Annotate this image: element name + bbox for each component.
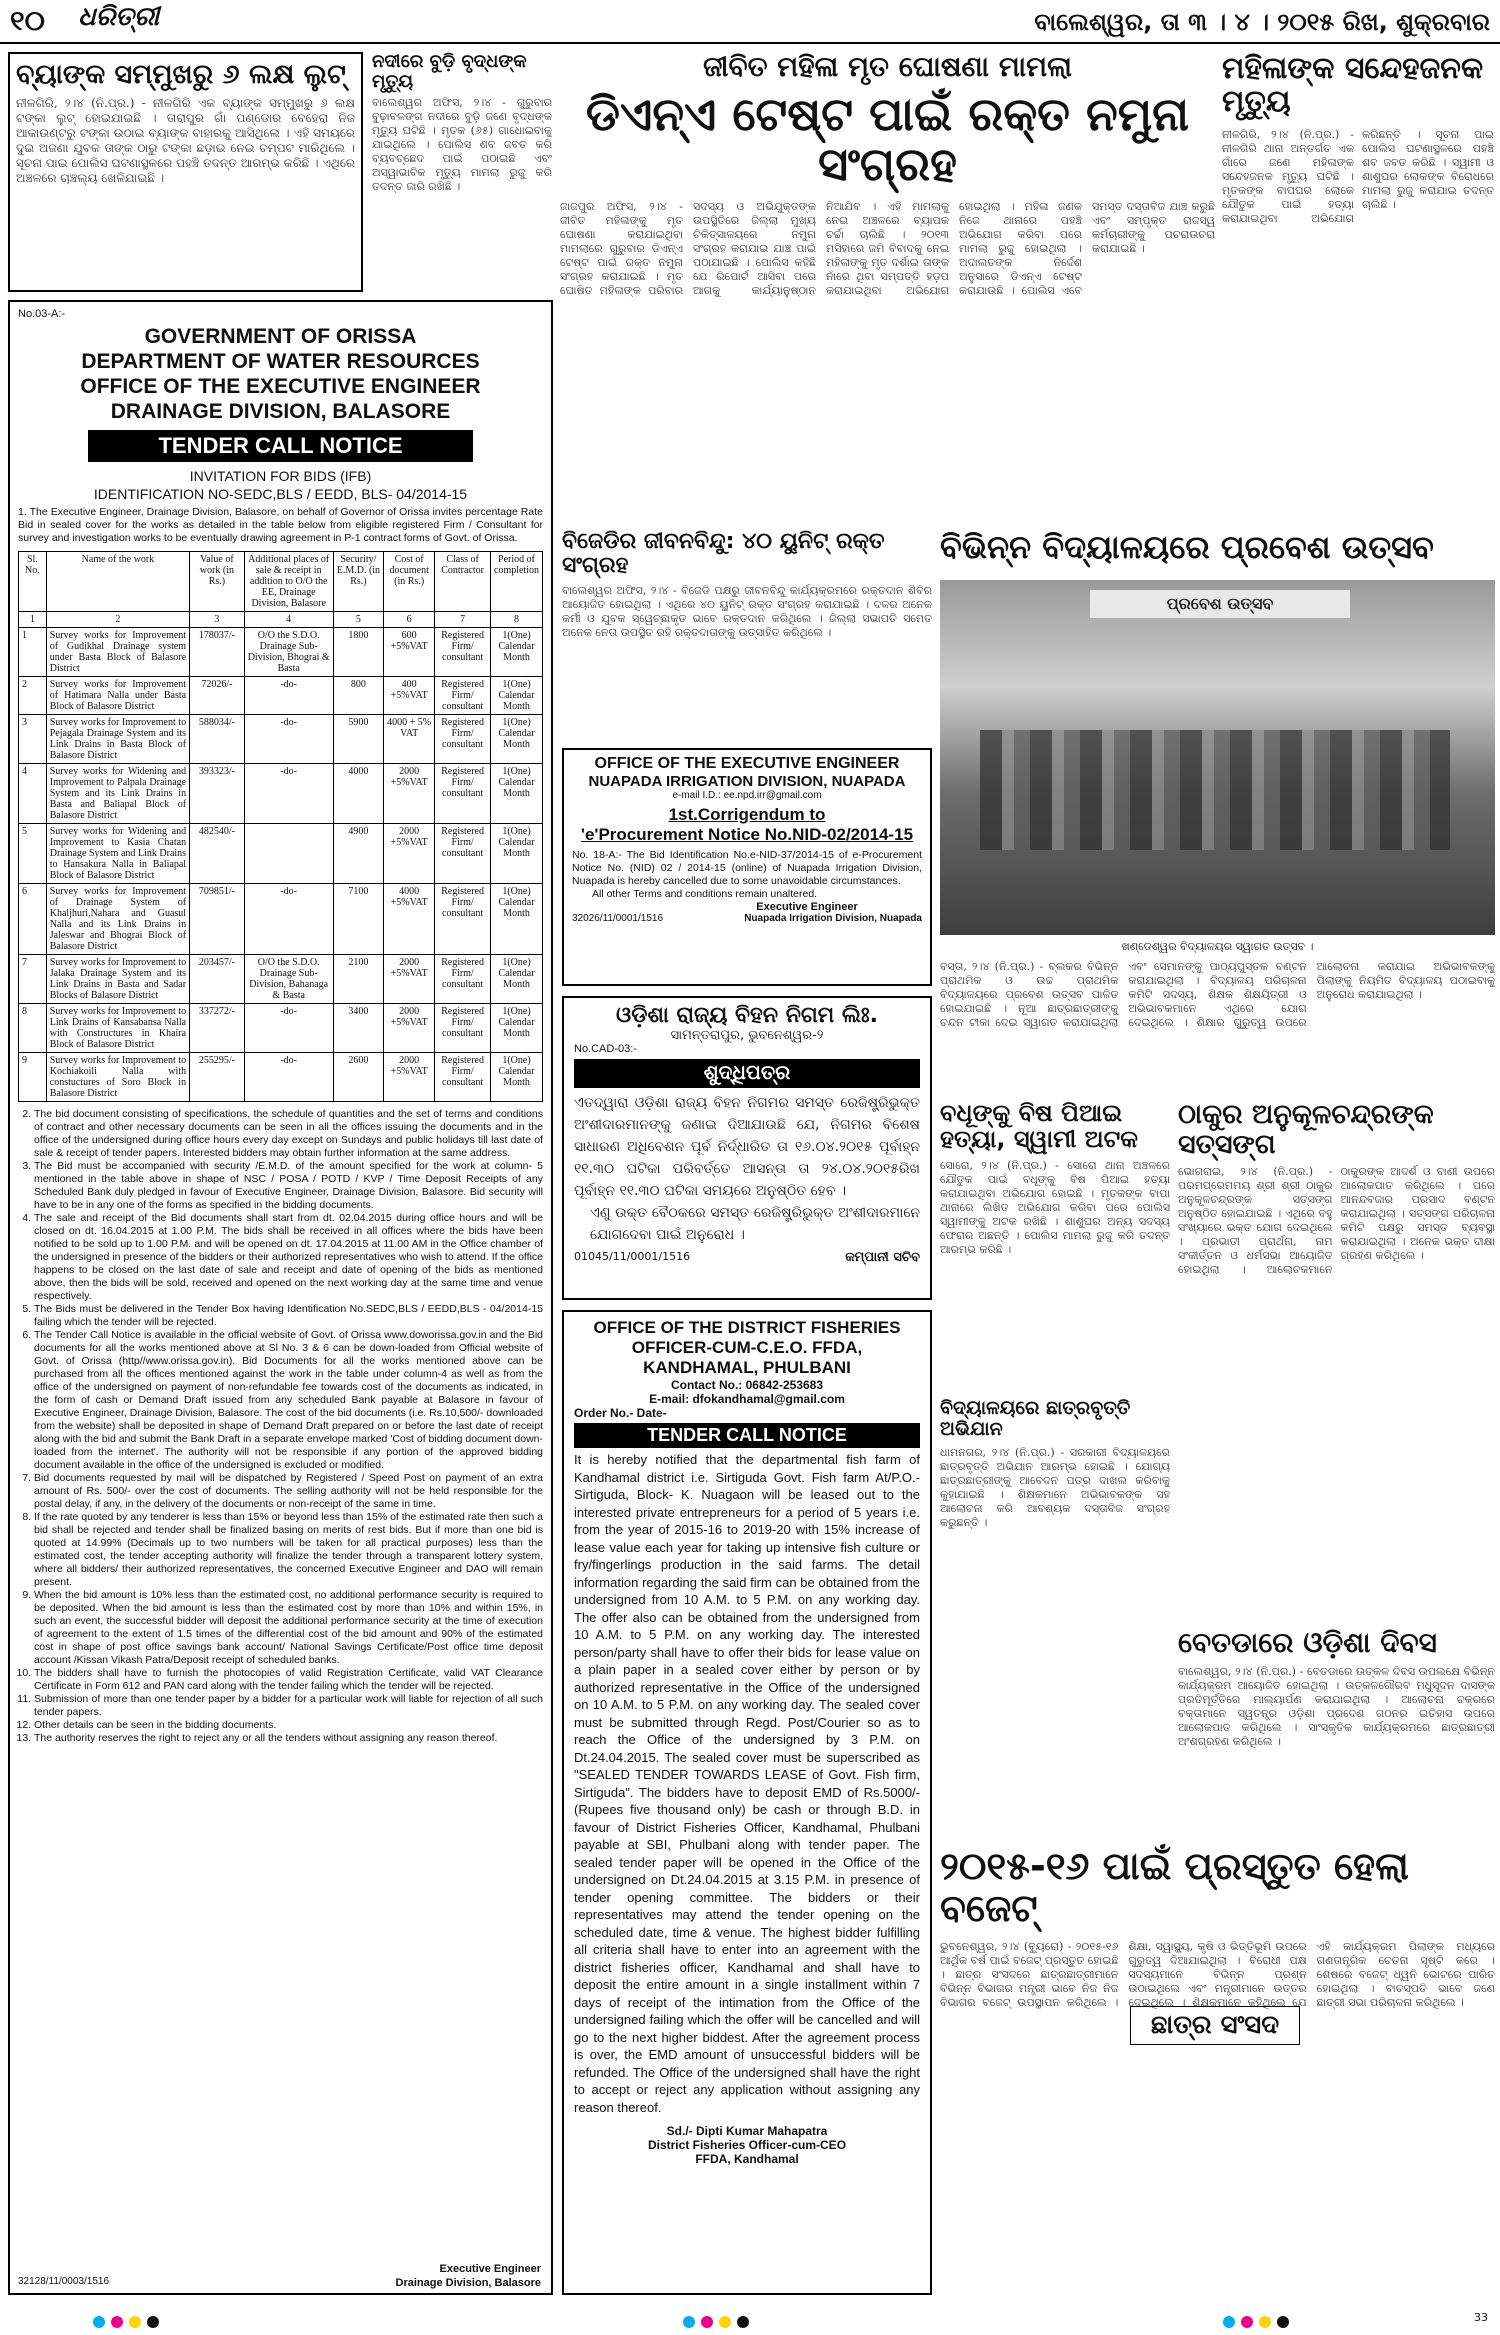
table-cell: 400 +5%VAT [384,677,435,715]
table-row [19,884,543,955]
signatory-office: FFDA, Kandhamal [695,2152,799,2166]
table-cell: 8 [19,1004,47,1053]
story-bjd-blood [562,530,932,740]
table-cell: 1(One) Calendar Month [491,715,543,764]
signatory-title: District Fisheries Officer-cum-CEO [647,2138,847,2152]
term-item: 12. Other details can be seen in the bidding documents. [34,1719,543,1732]
column-number: 1 [19,612,47,628]
table-cell: 203457/- [190,955,245,1004]
order-no: Order No.- Date- [574,1406,667,1420]
table-cell: Registered Firm/ consultant [435,628,491,677]
column-number: 8 [491,612,543,628]
term-item: 2. The bid document consisting of specifications, the schedule of quantities and the set of terms and conditions of contract and other necessary documents can be seen in all the offices issuing the documents and in the office of the undersigned during office hours every day except on Sundays and public holidays till last date of sale & receipt of tender papers. Interested bidders may obtain further information at the same address. [34,1108,543,1160]
table-row [19,1004,543,1053]
table-row [19,628,543,677]
table-cell: 4 [19,764,47,824]
table-row [19,824,543,884]
term-item: 11. Submission of more than one tender paper by a bidder for a particular work will liable for rejection of all such tender papers. [34,1693,543,1719]
invitation: INVITATION FOR BIDS (IFB) [189,468,372,484]
story-body: ଭୋଗରାଇ, ୨।୪ (ନି.ପ୍ର.) - ପରମପ୍ରେମମୟ ଶ୍ରୀ ଶ୍ରୀ ଠାକୁର ଅନୁକୂଳଚନ୍ଦ୍ରଙ୍କ ସତ୍ସଙ୍ଗ ଅନୁଷ୍ଠିତ ହୋଇଯାଇଛି । ଏଥିରେ ବହୁ ସଂଖ୍ୟାରେ ଭକ୍ତ ଯୋଗ ଦେଇଥିଲେ । ପ୍ରଭାତୀ ପ୍ରାର୍ଥନା, ନାମ ସଂକୀର୍ତ୍ତନ ଓ ଧର୍ମସଭା ଆୟୋଜିତ ହୋଇଥିଲା । ଆଲୋଚକମାନେ ଠାକୁରଙ୍କ ଆଦର୍ଶ ଓ ବାଣୀ ଉପରେ ଆଲୋକପାତ କରିଥିଲେ । ପରେ ଆନନ୍ଦବଜାର ପ୍ରସାଦ ବଣ୍ଟନ କରାଯାଇଥିଲା । ସତ୍ସଙ୍ଗ ପରିଚାଳନା କମିଟି ପକ୍ଷରୁ ସମସ୍ତ ବ୍ୟବସ୍ଥା କରାଯାଇଥିଲା । ଅନେକ ଭକ୍ତ ଦୀକ୍ଷା ଗ୍ରହଣ କରିଥିଲେ । [1178,1165,1495,1277]
photo-banner: ପ୍ରବେଶ ଉତ୍ସବ [1090,590,1350,618]
table-cell: O/O the S.D.O. Drainage Sub- Division, Bahanaga & Basta [244,955,333,1004]
black-dot [147,2316,159,2328]
corrigendum-title: 1st.Corrigendum to [668,805,826,824]
table-cell: 600 +5%VAT [384,628,435,677]
table-cell: 482540/- [190,824,245,884]
table-cell: 4900 [333,824,383,884]
story-thakur-satsang [1178,1100,1495,1620]
column-number: 4 [244,612,333,628]
table-cell: Survey works for Improvement to Kochiakoili Nalla with constuctures of Soro Block in Balasore District [46,1053,189,1102]
column-number: 7 [435,612,491,628]
table-cell: 1(One) Calendar Month [491,1004,543,1053]
identification: IDENTIFICATION NO-SEDC,BLS / EEDD, BLS- 04/2014-15 [93,486,468,502]
table-cell: 9 [19,1053,47,1102]
table-cell: O/O the S.D.O. Drainage Sub- Division, Bhograi & Basta [244,628,333,677]
org-address: ସାମନ୍ତରାପୁର, ଭୁବନେଶ୍ୱର-୨ [670,1028,824,1044]
term-item: 4. The sale and receipt of the Bid documents shall start from dt. 02.04.2015 during office hours and will be closed on dt. 16.04.2015 at 1.00 P.M. The bids shall be received in all offices where the bids have been notified to be sold up to 1.00 P.M. and will be opened on dt. 17.04.2015 at 11.00 AM in the Office chamber of the undersigned in presence of the bidders or their authorized representatives who wish to attend. If the office happens to be closed on the last date of sale and receipt and date of opening of the bids as mentioned above, then the bids will be sold, received and opened on the next working day at the same time and venue respectively. [34,1212,543,1303]
org-name: ଓଡ଼ିଶା ରାଜ୍ୟ ବିହନ ନିଗମ ଲିଃ. [616,1003,878,1028]
headline: ବିଦ୍ୟାଳୟରେ ଛାତ୍ରବୃତ୍ତି ଅଭିଯାନ [940,1397,1131,1440]
notice-footer [574,1250,920,1265]
headline: ବଧୂଙ୍କୁ ବିଷ ପିଆଇ ହତ୍ୟା, ସ୍ୱାମୀ ଅଟକ [940,1099,1138,1154]
headline: ବ୍ୟାଙ୍କ ସମ୍ମୁଖରୁ ୬ ଲକ୍ଷ ଲୁଟ୍ [16,59,346,90]
cyan-dot [1223,2316,1235,2328]
notice-body2: All other Terms and conditions remain unaltered. [592,888,818,900]
tender-table [18,551,543,1102]
table-cell: Survey works for Improvement to Jalaka Drainage System and its Link Drains in Basta and Sadar Blocks of Balasore District [46,955,189,1004]
notice-body: It is hereby notified that the departmental fish farm of Kandhamal district i.e. Sirtiguda Govt. Fish farm At/P.O.- Sirtiguda, Block- K. Nuagaon will be leased out to the interested private entrepreneurs for a period of 5 years i.e. from the year of 2015-16 to 2019-20 with 15% increase of lease value each year for taking up intensive fish culture or fry/fingerlings production in the said farms. The detail information regarding the said firm can be obtained from the undersigned from 10 A.M. to 5 P.M. on any working day. The offer also can be obtained from the undersigned from 10 A.M. to 5 P.M. on any working day. The interested person/party shall have to offer their bids for lease value on a plain paper in a sealed cover either by person or by authorized representative in the Office of the undersigned on 10 A.M. to 5 P.M. on any working day. The sealed cover must be submitted through Regd. Post/Courier so as to reach the Office of the undersigned by 3 P.M. on Dt.24.04.2015. The sealed cover must be superscribed as "SEALED TENDER TOWARDS LEASE of Govt. Fish firm, Sirtiguda". The bidders have to deposit EMD of Rs.5000/- (Rupees five thousand only) be cash or through B.D. in favour of District Fisheries Officer, Kandhamal, Phulbani payable at SBI, Phulbani along with tender paper. The sealed tender paper will be opened in the Office of the undersigned on Dt.24.04.2015 at 3.15 P.M. in presence of tender opening committee. The bidders or their representatives may attend the tender opening on the scheduled date, time & venue. The highest bidder fulfilling all criteria shall have to enter into an agreement with the district fisheries officer, Kandhamal and shall have to deposit the entire amount in a single installment within 7 days of receipt of the intimation from the Office of the undersigned failing which the offer will be cancelled and will go to the next higher biddest. After the agreement process is over, the EMD amount of unsuccessful bidders will be refunded. The Office of the undersigned shall have the right to accept or reject any application without assigning any reason thereof. [574,1452,920,2115]
table-cell: 2000 +5%VAT [384,955,435,1004]
table-cell: 1(One) Calendar Month [491,677,543,715]
story-bank-loot [8,52,363,292]
notice-nuapada-corrigendum [562,748,932,986]
table-row [19,764,543,824]
table-cell: 5900 [333,715,383,764]
photo-caption: ଖଣ୍ଡେଶ୍ୱର ବିଦ୍ୟାଳୟର ସ୍ୱାଗତ ଉତ୍ସବ । [1121,940,1314,953]
table-cell: 1(One) Calendar Month [491,628,543,677]
tender-header [18,324,543,424]
story-body: ବସ୍ତା, ୨।୪ (ନି.ପ୍ର.) - ବ୍ଲକର ବିଭିନ୍ନ ପ୍ରାଥମିକ ଓ ଉଚ୍ଚ ପ୍ରାଥମିକ ବିଦ୍ୟାଳୟରେ ପ୍ରବେଶ ଉତ୍ସବ ପାଳିତ ହୋଇଯାଇଛି । ନୂଆ ଛାତ୍ରଛାତ୍ରୀଙ୍କୁ ଚନ୍ଦନ ଟୀକା ଦେଇ ସ୍ୱାଗତ କରାଯାଇଥିଲା ଏବଂ ସେମାନଙ୍କୁ ପାଠ୍ୟପୁସ୍ତକ ବଣ୍ଟନ କରାଯାଇଥିଲା । ବିଦ୍ୟାଳୟ ପରିଚାଳନା କମିଟି ସଦସ୍ୟ, ଶିକ୍ଷକ ଶିକ୍ଷୟିତ୍ରୀ ଓ ଅଭିଭାବକମାନେ ଏଥିରେ ଯୋଗ ଦେଇଥିଲେ । ଶିକ୍ଷାର ଗୁରୁତ୍ୱ ଉପରେ ଆଲୋଚନା କରାଯାଇ ଅଭିଭାବକଙ୍କୁ ପିଲାଙ୍କୁ ନିୟମିତ ବିଦ୍ୟାଳୟ ପଠାଇବାକୁ ଅନୁରୋଧ କରାଯାଇଥିଲା । [940,960,1495,1029]
yellow-dot [719,2316,731,2328]
table-cell: Survey works for Improvement of Drainage System of Khaljhuri,Nahara and Guasul Nalla and its Link Drains in Jaleswar and Bhograi Block of Balasore District [46,884,189,955]
notice-no: 'e'Procurement Notice No.NID-02/2014-15 [580,825,914,844]
story-body: ନୀଳଗିରି, ୨।୪ (ନି.ପ୍ର.) - ନୀଳଗିରି ଏକ ବ୍ୟାଙ୍କ ସମ୍ମୁଖରୁ ୬ ଲକ୍ଷ ଟଙ୍କା ଲୁଟ୍ ହୋଇଯାଇଛି । ତାରାପୁର ଗାଁ ପଣ୍ଡୋର ବେହେରା ନିଜ ଆକାଉଣ୍ଟରୁ ଟଙ୍କା ଉଠାଇ ବ୍ୟାଙ୍କ ବାହାରକୁ ଆସିଥିଲେ । ଏହି ସମୟରେ ଦୁଇ ଅଜଣା ଯୁବକ ତାଙ୍କ ଠାରୁ ଟଙ୍କା ଛଡ଼ାଇ ନେଇ ଚମ୍ପଟ ମାରିଥିଲେ । ସୂଚନା ପାଇ ପୋଲିସ ଘଟଣାସ୍ଥଳରେ ପହଞ୍ଚି ତଦନ୍ତ ଆରମ୍ଭ କରିଛି । ଏଥିରେ ଅଞ୍ଚଳରେ ଚାଞ୍ଚଲ୍ୟ ଖେଳିଯାଇଛି । [16,95,355,185]
term-item: 6. The Tender Call Notice is available in the official website of Govt. of Orissa www.doworissa.gov.in and the Bid documents for all the works mentioned above at Sl No. 3 & 6 can be down-loaded from Official website of Govt. of Orissa (http//www.orissa.gov.in). Bid Documents for all the works mentioned above can be purchased from all the offices mentioned against the work in the table under column-4 as well as from the office of the undersigned on payment of non-refundable fee towards cost of the documents as indicated, in the form of cash or Demand Draft issued from any scheduled Bank payable at Balasore in favour of Executive Engineer, Drainage Division, Balasore. The cost of the bid documents (i.e. Rs.10,500/- downloaded from the website) shall be deposited in shape of Demand Draft prepared on or before the last date of receipt along with the bid and submit the Bank Draft in a separate envelope marked 'Cost of bidding document down-loaded from the internet'. The authority will not be responsible if any portion of the approved bidding document available in the office of the undersigned is excluded or modified. [34,1329,543,1472]
table-cell: Registered Firm/ consultant [435,715,491,764]
table-cell: 4000 +5%VAT [384,884,435,955]
table-cell: Survey works for Widening and Improvement to Palpala Drainage System and its Link Drains in Basta and Baliapal Block of Balasore District [46,764,189,824]
table-cell: Registered Firm/ consultant [435,955,491,1004]
table-cell: 178037/- [190,628,245,677]
story-woman-death [1222,52,1494,522]
table-cell: 1(One) Calendar Month [491,824,543,884]
table-cell: Registered Firm/ consultant [435,764,491,824]
cyan-dot [683,2316,695,2328]
tender-fisheries-kandhamal [562,1310,932,2295]
table-row [19,1053,543,1102]
table-cell: -do- [244,715,333,764]
header-line: OFFICE OF THE EXECUTIVE ENGINEER [80,375,481,398]
tender-drainage-balasore [8,300,553,2295]
table-cell: Registered Firm/ consultant [435,677,491,715]
story-dna [560,52,1215,522]
header-line: DRAINAGE DIVISION, BALASORE [110,400,451,423]
table-cell: 2 [19,677,47,715]
office-name: OFFICE OF THE EXECUTIVE ENGINEER [594,755,900,772]
table-cell: Registered Firm/ consultant [435,1053,491,1102]
story-body: ବାଲେଶ୍ୱର ଅଫିସ, ୨।୪ - ଗୁରୁବାର ବୁଢ଼ାବଳଙ୍ଗ ନଦୀରେ ବୁଡ଼ି ଜଣେ ବୃଦ୍ଧଙ୍କ ମୃତ୍ୟୁ ଘଟିଛି । ମୃତକ (୬୫) ଗାଧୋଇବାକୁ ଯାଇଥିଲେ । ପୋଲିସ ଶବ ଜବତ କରି ବ୍ୟବଚ୍ଛେଦ ପାଇଁ ପଠାଇଛି ଏବଂ ଅସ୍ୱାଭାବିକ ମୃତ୍ୟୁ ମାମଲା ରୁଜୁ କରି ତଦନ୍ତ ଜାରି ରଖିଛି । [372,95,552,193]
notice-ref: No.CAD-03:- [574,1043,637,1056]
table-cell: 1(One) Calendar Month [491,764,543,824]
table-cell: -do- [244,677,333,715]
tender-table-body [19,628,543,1102]
table-row [19,677,543,715]
notice-body: No. 18-A:- The Bid Identification No.e-NID-37/2014-15 of e-Procurement Notice No. (NID) 02 / 2014-15 (online) of Nuapada Irrigation Division, Nuapada is hereby cancelled due to some unavoidable circumstances. [572,849,922,887]
story-school-festival [940,530,1495,1090]
table-cell: 2000 +5%VAT [384,824,435,884]
table-cell: Registered Firm/ consultant [435,1004,491,1053]
table-cell: 393323/- [190,764,245,824]
headline: ବିଭିନ୍ନ ବିଦ୍ୟାଳୟରେ ପ୍ରବେଶ ଉତ୍ସବ [940,528,1434,566]
ad-code: 32026/11/0001/1516 [572,913,664,924]
column-header: Name of the work [46,552,189,612]
tender-intro: 1. The Executive Engineer, Drainage Division, Balasore, on behalf of Governor of Orissa invites percentage Rate Bid in sealed cover for the works as detailed in the table below from eligible registered Firm / Consultant for survey and investigation works to be eventually drawing agreement in P-1 contract forms of Govt. of Orissa. [18,506,543,544]
headline: ଡିଏନ୍ଏ ଟେଷ୍ଟ ପାଇଁ ରକ୍ତ ନମୁନା ସଂଗ୍ରହ [585,86,1190,192]
story-body: ବାଲେଶ୍ୱର, ୨।୪ (ନି.ପ୍ର.) - ବେତଡାରେ ଉତ୍କଳ ଦିବସ ଉପଲକ୍ଷେ ବିଭିନ୍ନ କାର୍ଯ୍ୟକ୍ରମ ଆୟୋଜିତ ହୋଇଥିଲା । ଉତ୍କଳଗୌରବ ମଧୁସୂଦନ ଦାସଙ୍କ ପ୍ରତିମୂର୍ତ୍ତିରେ ମାଲ୍ୟାର୍ପଣ କରାଯାଇଥିଲା । ଆଲୋଚନା ଚକ୍ରରେ ବକ୍ତାମାନେ ସ୍ୱତନ୍ତ୍ର ଓଡ଼ିଶା ପ୍ରଦେଶ ଗଠନର ଇତିହାସ ଉପରେ ଆଲୋକପାତ କରିଥିଲେ । ସାଂସ୍କୃତିକ କାର୍ଯ୍ୟକ୍ରମରେ ଛାତ୍ରଛାତ୍ରୀ ଅଂଶଗ୍ରହଣ କରିଥିଲେ । [1178,1664,1495,1748]
table-cell: Survey works for Improvement to Link Drains of Kansabansa Nalla with Constructures in Khaira Block of Balasore District [46,1004,189,1053]
signatory-office: Nuapada Irrigation Division, Nuapada [744,913,922,924]
table-cell: 2000 +5%VAT [384,764,435,824]
table-cell: 1(One) Calendar Month [491,1053,543,1102]
term-item: 10. The bidders shall have to furnish the photocopies of valid Registration Certificate, valid VAT Clearance Certificate in Form 612 and PAN card along with the tender failing which the tender will be rejected. [34,1667,543,1693]
contact: Contact No.: 06842-253683 [670,1378,824,1392]
table-cell: 337272/- [190,1004,245,1053]
cmyk-marks [1220,2313,1292,2332]
headline: ୨୦୧୫-୧୬ ପାଇଁ ପ୍ରସ୍ତୁତ ହେଲା ବଜେଟ୍ [940,1844,1409,1930]
headline: ବେତଡାରେ ଓଡ଼ିଶା ଦିବସ [1178,1626,1437,1659]
print-registration-bar [0,2305,1500,2335]
headline: ନଦୀରେ ବୁଡ଼ି ବୃଦ୍ଧଙ୍କ ମୃତ୍ୟୁ [372,51,527,92]
table-cell [244,824,333,884]
signatory: କମ୍ପାନୀ ସଚିବ [845,1250,920,1266]
kicker: ଜୀବିତ ମହିଳା ମୃତ ଘୋଷଣା ମାମଲା [703,50,1072,83]
notice-title: ଶୁଦ୍ଧିପତ୍ର [574,1059,920,1088]
table-cell: Survey works for Improvement to Pejagala Drainage System and its Link Drains in Basta Block of Balasore District [46,715,189,764]
school-photo [940,580,1495,935]
black-dot [1277,2316,1289,2328]
page-number: ୧୦ [10,4,45,37]
yellow-dot [129,2316,141,2328]
column-number: 2 [46,612,189,628]
table-number-row [19,612,543,628]
story-body: ଧାମନଗର, ୨।୪ (ନି.ପ୍ର.) - ସରକାରୀ ବିଦ୍ୟାଳୟରେ ଛାତ୍ରବୃତ୍ତି ଅଭିଯାନ ଆରମ୍ଭ ହୋଇଛି । ଯୋଗ୍ୟ ଛାତ୍ରଛାତ୍ରୀଙ୍କୁ ଆବେଦନ ପତ୍ର ଦାଖଲ କରିବାକୁ କୁହାଯାଇଛି । ଶିକ୍ଷକମାନେ ଅଭିଭାବକଙ୍କ ସହ ଆଲୋଚନା କରି ଆବଶ୍ୟକ ଦସ୍ତାବିଜ ସଂଗ୍ରହ କରୁଛନ୍ତି । [940,1445,1170,1529]
ad-code: 01045/11/0001/1516 [574,1250,691,1264]
table-cell: 3400 [333,1004,383,1053]
table-cell: 2000 +5%VAT [384,1053,435,1102]
table-cell: 4000 + 5% VAT [384,715,435,764]
table-cell: -do- [244,1004,333,1053]
cyan-dot [93,2316,105,2328]
division-name: NUAPADA IRRIGATION DIVISION, NUAPADA [588,773,906,790]
term-item: 3. The Bid must be accompanied with security /E.M.D. of the amount specified for the work at column- 5 mentioned in the table above in shape of NSC / POSA / POTD / KVP / Time Deposit Receipts of any Scheduled Bank duly pledged in favour of Executive Engineer, Drainage Division, Balasore. Bid security will have to be in any one of the forms as specified in the bidding documents. [34,1160,543,1212]
term-item: 9. When the bid amount is 10% less than the estimated cost, no additional performance security is required to be deposited. When the bid amount is less than the estimated cost by more than 10% and within 15%, in such an event, the successful bidder will deposit the additional performance security at the time of execution of agreement to the extent of 1.5 times of the differential cost of the bid amount and 90% of the estimated cost in shape of post office savings bank account/ National Savings Certificate/Post office time deposit account /Kissan Vikash Patra/Deposit receipt of scheduled banks. [34,1589,543,1667]
headline: ମହିଳାଙ୍କ ସନ୍ଦେହଜନକ ମୃତ୍ୟୁ [1222,51,1484,119]
ad-code: 32128/11/0003/1516 [18,2276,110,2287]
table-cell: 4000 [333,764,383,824]
table-cell: 1(One) Calendar Month [491,884,543,955]
column-header: Sl. No. [19,552,47,612]
table-cell: 709851/- [190,884,245,955]
term-item: 8. If the rate quoted by any tenderer is less than 15% or beyond less than 15% of the estimated rate then such a bid shall be rejected and tender shall be finalized basing on merits of rest bids. But if more than one bid is quoted at 14.99% (Decimals up to two numbers will be taken for all practical purposes) less than the estimated cost, the tender accepting authority will finalize the tender through a transparent lottery system, where all bidders/ their authorized representatives, the concerned Executive Engineer and DAO will remain present. [34,1511,543,1589]
table-cell: 2000 +5%VAT [384,1004,435,1053]
headline: ବିଜେଡିର ଜୀବନବିନ୍ଦୁ: ୪୦ ୟୁନିଟ୍ ରକ୍ତ ସଂଗ୍ରହ [562,529,885,579]
table-cell: 2100 [333,955,383,1004]
story-old-man [372,52,552,292]
table-row [19,955,543,1004]
column-number: 3 [190,612,245,628]
notice-seed-corporation [562,996,932,1300]
office-name: OFFICE OF THE DISTRICT FISHERIES OFFICER-CUM-C.E.O. FFDA, KANDHAMAL, PHULBANI [593,1318,901,1377]
table-cell: 2600 [333,1053,383,1102]
story-scholarship [940,1398,1170,1608]
table-cell: 588034/- [190,715,245,764]
table-cell: Survey works for Improvement of Hatimara Nalla under Basta Block of Balasore District [46,677,189,715]
term-item: 13. The authority reserves the right to reject any or all the tenders without assigning any reason thereof. [34,1732,543,1745]
table-cell: Registered Firm/ consultant [435,824,491,884]
magenta-dot [1241,2316,1253,2328]
terms-list [18,1108,543,1745]
table-cell: 255295/- [190,1053,245,1102]
table-cell: 72026/- [190,677,245,715]
story-budget [940,1846,1495,2296]
cmyk-marks [90,2313,162,2332]
email: e-mail I.D.: ee.npd.irr@gmail.com [672,790,822,801]
table-header-row [19,552,543,612]
story-body: ନୀଳଗିରି, ୨।୪ (ନି.ପ୍ର.) - ନୀଳଗିରି ଥାନା ଅନ୍ତର୍ଗତ ଏକ ଗାଁରେ ଜଣେ ମହିଳାଙ୍କ ସନ୍ଦେହଜନକ ମୃତ୍ୟୁ ଘଟିଛି । ମୃତକଙ୍କ ବାପଘର ଲୋକେ ଯୌତୁକ ପାଇଁ ହତ୍ୟା କରାଯାଇଥିବା ଅଭିଯୋଗ କରିଛନ୍ତି । ସୂଚନା ପାଇ ପୋଲିସ ଘଟଣାସ୍ଥଳରେ ପହଞ୍ଚି ଶବ ଜବତ କରିଛି । ସ୍ୱାମୀ ଓ ଶାଶୁଘର ଲୋକଙ୍କ ବିରୋଧରେ ମାମଲା ରୁଜୁ କରାଯାଇ ତଦନ୍ତ ଚାଲିଛି । [1222,128,1494,225]
table-cell: Survey works for Widening and Improvement to Kasia Chatan Drainage System and Link Drains to Hansakura Nalla in Baliapal Block of Balasore District [46,824,189,884]
header-line: GOVERNMENT OF ORISSA [144,325,417,348]
dateline: ବାଲେଶ୍ୱର, ତା ୩ । ୪ । ୨୦୧୫ ରିଖ, ଶୁକ୍ରବାର [1034,8,1490,36]
column-header: Value of work (in Rs.) [190,552,245,612]
signatory-name: Sd./- Dipti Kumar Mahapatra [666,2124,828,2138]
table-row [19,715,543,764]
newspaper-logo: ଧରିତ୍ରୀ [78,2,160,32]
table-cell: 1 [19,628,47,677]
subhead-box: ଛାତ୍ର ସଂସଦ [1130,2006,1300,2045]
signatory-office: Drainage Division, Balasore [395,2277,541,2289]
notice-body2: ଏଣୁ ଉକ୍ତ ବୈଠକରେ ସମସ୍ତ ରେଜିଷ୍ଟ୍ରିଭୁକ୍ତ ଅଂଶୀଦାରମାନେ ଯୋଗଦେବା ପାଇଁ ଅନୁରୋଧ । [590,1205,920,1244]
table-cell: Survey works for Improvement of Gudikhal Drainage system under Basta Block of Balasore District [46,628,189,677]
notice-body: ଏତଦ୍ୱାରା ଓଡ଼ିଶା ରାଜ୍ୟ ବିହନ ନିଗମର ସମସ୍ତ ରେଜିଷ୍ଟ୍ରିଭୁକ୍ତ ଅଂଶୀଦାରମାନଙ୍କୁ ଜଣାଇ ଦିଆଯାଉଛି ଯେ, ନିଗମର ବିଶେଷ ସାଧାରଣ ଅଧିବେଶନ ପୂର୍ବ ନିର୍ଦ୍ଧାରିତ ତା ୧୬.୦୪.୨୦୧୫ ପୂର୍ବାହ୍ନ ୧୧.୩୦ ଘଟିକା ପରିବର୍ତ୍ତେ ଆସନ୍ତା ତା ୨୪.୦୪.୨୦୧୫ରିଖ ପୂର୍ବାହ୍ନ ୧୧.୩୦ ଘଟିକା ସମୟରେ ଅନୁଷ୍ଠିତ ହେବ । [574,1095,920,1200]
masthead [0,0,1500,44]
magenta-dot [111,2316,123,2328]
column-header: Security/ E.M.D. (in Rs.) [333,552,383,612]
notice-footer [572,913,922,924]
students-group [980,730,1450,850]
table-cell: -do- [244,764,333,824]
story-husband-arrest [940,1100,1170,1390]
table-cell: 800 [333,677,383,715]
column-header: Cost of document (in Rs.) [384,552,435,612]
table-cell: 3 [19,715,47,764]
headline: ଠାକୁର ଅନୁକୂଳଚନ୍ଦ୍ରଙ୍କ ସତ୍ସଙ୍ଗ [1178,1099,1434,1160]
table-cell: -do- [244,1053,333,1102]
table-cell: 7 [19,955,47,1004]
notice-title: TENDER CALL NOTICE [574,1423,920,1448]
page-mark: 33 [1474,2311,1488,2324]
story-body: ବାଲେଶ୍ୱର ଅଫିସ, ୨।୪ - ବିଜେଡି ପକ୍ଷରୁ ଜୀବନବିନ୍ଦୁ କାର୍ଯ୍ୟକ୍ରମରେ ରକ୍ତଦାନ ଶିବିର ଆୟୋଜିତ ହୋଇଥିଲା । ଏଥିରେ ୪୦ ୟୁନିଟ୍ ରକ୍ତ ସଂଗ୍ରହ କରାଯାଇଛି । ଦଳର ଅନେକ କର୍ମୀ ଓ ଯୁବକ ସ୍ୱେଚ୍ଛାକୃତ ଭାବେ ରକ୍ତଦାନ କରିଥିଲେ । ଜିଲ୍ଲା ସଭାପତି ସମେତ ଅନେକ ନେତା ଉପସ୍ଥିତ ରହି ରକ୍ତଦାତାଙ୍କୁ ଉତ୍ସାହିତ କରିଥିଲେ । [562,584,932,640]
table-cell: 6 [19,884,47,955]
table-cell: Registered Firm/ consultant [435,884,491,955]
story-body: ସୋରୋ, ୨।୪ (ନି.ପ୍ର.) - ସୋରୋ ଥାନା ଅଞ୍ଚଳରେ ଯୌତୁକ ପାଇଁ ବଧୂଙ୍କୁ ବିଷ ପିଆଇ ହତ୍ୟା କରାଯାଇଥିବା ଅଭିଯୋଗ ହୋଇଛି । ମୃତକଙ୍କ ବାପା ଥାନାରେ ଲିଖିତ ଅଭିଯୋଗ କରିବା ପରେ ପୋଲିସ ସ୍ୱାମୀଙ୍କୁ ଅଟକ ରଖିଛି । ଶାଶୁଘର ଅନ୍ୟ ସଦସ୍ୟ ଫେରାର ଅଛନ୍ତି । ପୋଲିସ ମାମଲା ରୁଜୁ କରି ତଦନ୍ତ ଆରମ୍ଭ କରିଛି । [940,1158,1170,1256]
table-cell: 7100 [333,884,383,955]
black-dot [737,2316,749,2328]
column-number: 6 [384,612,435,628]
table-cell: 1800 [333,628,383,677]
header-line: DEPARTMENT OF WATER RESOURCES [81,350,480,373]
term-item: 5. The Bids must be delivered in the Tender Box having Identification No.SEDC,BLS / EEDD,BLS - 04/2014-15 failing which the tender will be rejected. [34,1303,543,1329]
email: E-mail: dfokandhamal@gmail.com [649,1392,845,1406]
column-number: 5 [333,612,383,628]
column-header: Period of completion [491,552,543,612]
term-item: 7. Bid documents requested by mail will be dispatched by Registered / Speed Post on payment of an extra amount of Rs. 500/- over the cost of documents. The selling authority will not be held responsible for the postal delay, if any, in the delivery of the documents or non-receipt of the same in time. [34,1472,543,1511]
cmyk-marks [680,2313,752,2332]
table-cell: 1(One) Calendar Month [491,955,543,1004]
tender-terms [18,1108,543,1745]
tender-title: TENDER CALL NOTICE [88,430,473,462]
story-body: ଜାଜପୁର ଅଫିସ, ୨।୪ - ଜୀବିତ ମହିଳାଙ୍କୁ ମୃତ ଘୋଷଣା କରାଯାଇଥିବା ମାମଲାରେ ଗୁରୁବାର ଡିଏନ୍ଏ ଟେଷ୍ଟ ପାଇଁ ରକ୍ତ ନମୁନା ସଂଗ୍ରହ କରାଯାଇଛି । ମୃତ ଘୋଷିତ ମହିଳାଙ୍କ ପରିବାର ସଦସ୍ୟ ଓ ଅଭିଯୁକ୍ତଙ୍କ ଉପସ୍ଥିତିରେ ଜିଲ୍ଲା ମୁଖ୍ୟ ଚିକିତ୍ସାଳୟରେ ନମୁନା ସଂଗ୍ରହ କରାଯାଇ ଯାଞ୍ଚ ପାଇଁ ପଠାଯାଇଛି । ପୋଲିସ କହିଛି ଯେ ରିପୋର୍ଟ ଆସିବା ପରେ ଆଗକୁ କାର୍ଯ୍ୟାନୁଷ୍ଠାନ ନିଆଯିବ । ଏହି ମାମଲାକୁ ନେଇ ଅଞ୍ଚଳରେ ବ୍ୟାପକ ଚର୍ଚ୍ଚା ଚାଲିଛି । ୨୦୧୩ ମସିହାରେ ଜମି ବିବାଦକୁ ନେଇ ମହିଳାଙ୍କୁ ମୃତ ଦର୍ଶାଇ ତାଙ୍କ ନାଁରେ ଥିବା ସମ୍ପତ୍ତି ହଡ଼ପ କରାଯାଇଥିବା ଅଭିଯୋଗ ହୋଇଥିଲା । ମହିଳା ଜଣକ ନିଜେ ଥାନାରେ ପହଞ୍ଚି ଅଭିଯୋଗ କରିବା ପରେ ମାମଲା ରୁଜୁ ହୋଇଥିଲା । ଅଦାଲତଙ୍କ ନିର୍ଦ୍ଦେଶ ଅନୁସାରେ ଡିଏନ୍ଏ ଟେଷ୍ଟ କରାଯାଉଛି । ପୋଲିସ ଏବେ ସମସ୍ତ ଦସ୍ତାବିଜ ଯାଞ୍ଚ କରୁଛି ଏବଂ ସମ୍ପୃକ୍ତ ରାଜସ୍ୱ କର୍ମଚାରୀଙ୍କୁ ପଚରାଉଚରା କରାଯାଇଛି । [560,199,1215,297]
yellow-dot [1259,2316,1271,2328]
story-odisha-day [1178,1628,1495,1838]
signatory-title: Executive Engineer [439,2263,541,2275]
signatory: Executive Engineer [756,901,858,913]
tender-ref: No.03-A:- [18,308,66,320]
column-header: Class of Contractor [435,552,491,612]
story-body: ଭୁବନେଶ୍ୱର, ୨।୪ (ବ୍ୟୁରୋ) - ୨୦୧୫-୧୬ ଆର୍ଥିକ ବର୍ଷ ପାଇଁ ବଜେଟ୍ ପ୍ରସ୍ତୁତ ହୋଇଛି । ଛାତ୍ର ସଂସଦରେ ଛାତ୍ରଛାତ୍ରୀମାନେ ବିଭିନ୍ନ ବିଭାଗର ମନ୍ତ୍ରୀ ଭାବେ ନିଜ ନିଜ ବିଭାଗର ବଜେଟ୍ ଉପସ୍ଥାପନ କରିଥିଲେ । ଶିକ୍ଷା, ସ୍ୱାସ୍ଥ୍ୟ, କୃଷି ଓ ଭିତ୍ତିଭୂମି ଉପରେ ଗୁରୁତ୍ୱ ଦିଆଯାଇଥିଲା । ବିରୋଧୀ ପକ୍ଷ ସଦସ୍ୟମାନେ ବିଭିନ୍ନ ପ୍ରଶ୍ନ ଉଠାଇଥିଲେ ଏବଂ ମନ୍ତ୍ରୀମାନେ ଉତ୍ତର ଦେଇଥିଲେ । ଶିକ୍ଷକମାନେ କହିଥିଲେ ଯେ ଏହି କାର୍ଯ୍ୟକ୍ରମ ପିଲାଙ୍କ ମଧ୍ୟରେ ଗଣତାନ୍ତ୍ରିକ ଚେତନା ସୃଷ୍ଟି କରେ । ଶେଷରେ ବଜେଟ୍ ଧ୍ୱନି ଭୋଟରେ ପାରିତ ହୋଇଥିଲା । ବାଚସ୍ପତି ଭାବେ ଜଣେ ଛାତ୍ରୀ ସଭା ପରିଚାଳନା କରିଥିଲେ । [940,1939,1495,2009]
table-cell: -do- [244,884,333,955]
column-header: Additional places of sale & receipt in addition to O/O the EE, Drainage Division, Balasore [244,552,333,612]
table-cell: 5 [19,824,47,884]
magenta-dot [701,2316,713,2328]
